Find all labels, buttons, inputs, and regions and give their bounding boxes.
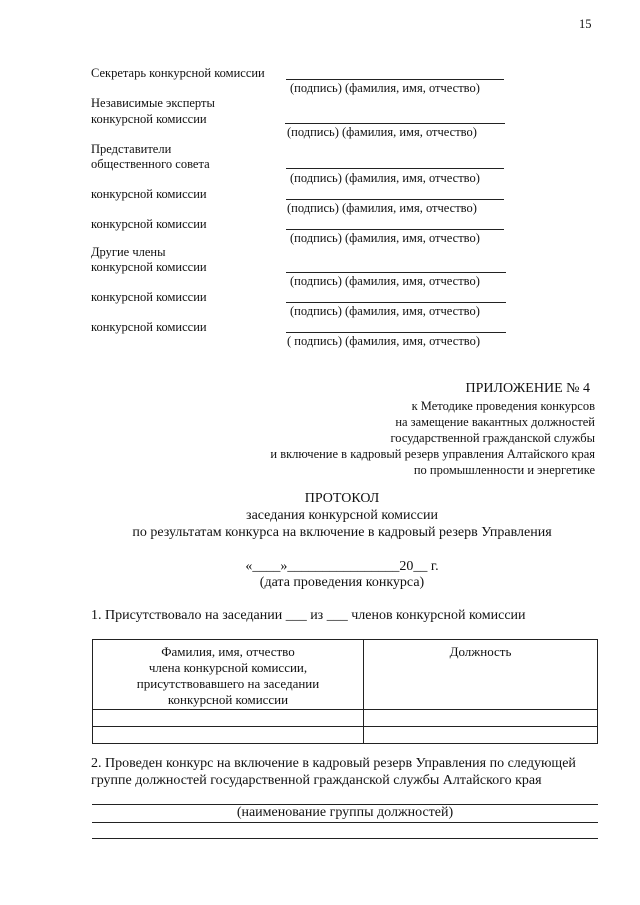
signature-line [286,79,504,80]
signature-caption: (подпись) (фамилия, имя, отчество) [287,201,477,215]
date-caption: (дата проведения конкурса) [259,575,425,590]
public-label-cont: общественного совета [91,157,210,171]
signature-line [286,168,504,169]
commission-label: конкурсной комиссии [91,290,207,304]
group-caption: (наименование группы должностей) [236,805,454,820]
signature-line [286,332,506,333]
appendix-line: по промышленности и энергетике [413,463,595,477]
appendix-title: ПРИЛОЖЕНИЕ № 4 [465,381,590,396]
table-row [93,710,598,727]
signature-line [286,272,506,273]
others-label: Другие члены [91,245,166,259]
table-row [93,727,598,744]
appendix-line: к Методике проведения конкурсов [411,399,595,413]
protocol-title: ПРОТОКОЛ [304,491,380,506]
signature-line [286,199,504,200]
signature-line [286,229,504,230]
signature-caption: ( подпись) (фамилия, имя, отчество) [287,334,481,348]
signature-line [285,123,505,124]
table-header-position: Должность [364,640,598,710]
fill-line [92,822,598,823]
table-header-line: присутствовавшего на заседании [136,676,320,691]
signature-line [286,302,506,303]
table-header-line: члена конкурсной комиссии, [148,660,308,675]
fill-line [92,838,598,839]
attendance-table [92,639,598,744]
others-label-cont: конкурсной комиссии [91,260,207,274]
table-header-line: конкурсной комиссии [167,692,289,707]
item-2-line: группе должностей государственной гражданской службы Алтайского края [91,773,542,788]
commission-label: конкурсной комиссии [91,187,207,201]
appendix-line: государственной гражданской службы [390,431,595,445]
date-line: «____»________________20__ г. [245,559,439,574]
signature-caption: (подпись) (фамилия, имя, отчество) [290,304,480,318]
commission-label: конкурсной комиссии [91,320,207,334]
table-header-line: Фамилия, имя, отчество [161,644,295,659]
item-2-line: 2. Проведен конкурс на включение в кадровый резерв Управления по следующей [91,756,576,771]
appendix-line: на замещение вакантных должностей [395,415,595,429]
protocol-subtitle: заседания конкурсной комиссии [246,508,438,523]
signature-caption: (подпись) (фамилия, имя, отчество) [287,125,477,139]
protocol-subtitle: по результатам конкурса на включение в кадровый резерв Управления [132,525,552,540]
item-1-attendance: 1. Присутствовало на заседании ___ из ___ членов конкурсной комиссии [91,608,526,623]
experts-label: Независимые эксперты [91,96,215,110]
experts-label-cont: конкурсной комиссии [91,112,207,126]
signature-caption: (подпись) (фамилия, имя, отчество) [290,81,480,95]
signature-caption: (подпись) (фамилия, имя, отчество) [290,231,480,245]
commission-label: конкурсной комиссии [91,217,207,231]
appendix-line: и включение в кадровый резерв управления Алтайского края [270,447,595,461]
secretary-label: Секретарь конкурсной комиссии [91,66,265,80]
signature-caption: (подпись) (фамилия, имя, отчество) [290,274,480,288]
table-header-name [93,640,364,710]
signature-caption: (подпись) (фамилия, имя, отчество) [290,171,480,185]
page-number: 15 [579,17,592,31]
public-label: Представители [91,142,172,156]
